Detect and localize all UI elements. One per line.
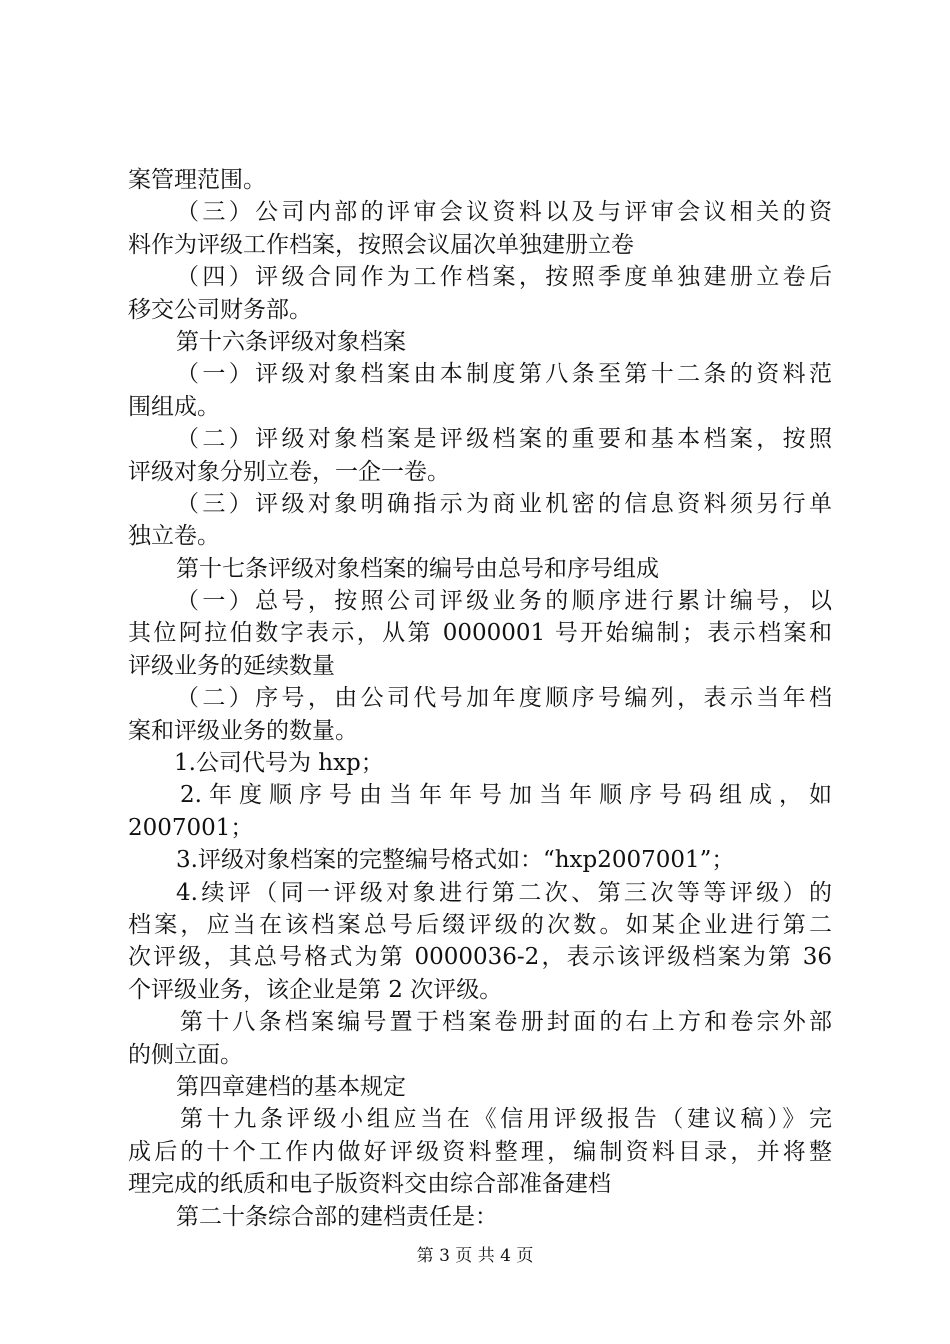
text-line: 料作为评级工作档案，按照会议届次单独建册立卷 — [128, 231, 634, 258]
text-line: 个评级业务，该企业是第 2 次评级。 — [128, 976, 503, 1003]
text-line: 评级对象分别立卷，一企一卷。 — [128, 458, 450, 485]
document-body — [128, 164, 832, 1233]
text-line: 的侧立面。 — [128, 1041, 243, 1068]
text-line: （一）总号，按照公司评级业务的顺序进行累计编号，以 — [176, 588, 832, 615]
text-line: 移交公司财务部。 — [128, 296, 312, 323]
text-line: 评级业务的延续数量 — [128, 652, 335, 679]
text-line: 次评级，其总号格式为第 0000036-2，表示该评级档案为第 36 — [128, 944, 832, 971]
text-line: 理完成的纸质和电子版资料交由综合部准备建档 — [128, 1171, 611, 1198]
text-line: 2.年度顺序号由当年年号加当年顺序号码组成，如 — [180, 782, 832, 809]
text-line: （三）公司内部的评审会议资料以及与评审会议相关的资 — [176, 199, 832, 226]
text-line: 2007001； — [128, 814, 254, 841]
section-heading: 第十六条评级对象档案 — [176, 328, 406, 355]
text-line: 第二十条综合部的建档责任是： — [176, 1203, 498, 1230]
text-line: 其位阿拉伯数字表示，从第 0000001 号开始编制；表示档案和 — [128, 620, 832, 647]
text-line: 案和评级业务的数量。 — [128, 717, 358, 744]
text-line: 围组成。 — [128, 393, 220, 420]
text-line: 独立卷。 — [128, 523, 220, 550]
text-line: 第十八条档案编号置于档案卷册封面的右上方和卷宗外部 — [180, 1009, 832, 1036]
text-line: 档案，应当在该档案总号后缀评级的次数。如某企业进行第二 — [128, 911, 832, 938]
chapter-heading: 第四章建档的基本规定 — [176, 1073, 406, 1100]
page-footer: 第 3 页 共 4 页 — [416, 1246, 534, 1266]
text-line: 案管理范围。 — [128, 167, 266, 193]
text-line: 4.续评（同一评级对象进行第二次、第三次等等评级）的 — [176, 879, 832, 906]
text-line: 1.公司代号为 hxp； — [174, 750, 384, 777]
text-line: 第十九条评级小组应当在《信用评级报告（建议稿）》完 — [180, 1106, 832, 1133]
text-line: （三）评级对象明确指示为商业机密的信息资料须另行单 — [176, 490, 832, 517]
text-line: 3.评级对象档案的完整编号格式如：“hxp2007001”； — [176, 847, 735, 874]
text-line: （一）评级对象档案由本制度第八条至第十二条的资料范 — [176, 361, 832, 388]
text-line: （四）评级合同作为工作档案，按照季度单独建册立卷后 — [176, 264, 832, 291]
section-heading: 第十七条评级对象档案的编号由总号和序号组成 — [176, 555, 659, 582]
text-line: （二）序号，由公司代号加年度顺序号编列，表示当年档 — [176, 685, 832, 712]
text-line: 成后的十个工作内做好评级资料整理，编制资料目录，并将整 — [128, 1138, 832, 1165]
text-line: （二）评级对象档案是评级档案的重要和基本档案，按照 — [176, 426, 832, 453]
